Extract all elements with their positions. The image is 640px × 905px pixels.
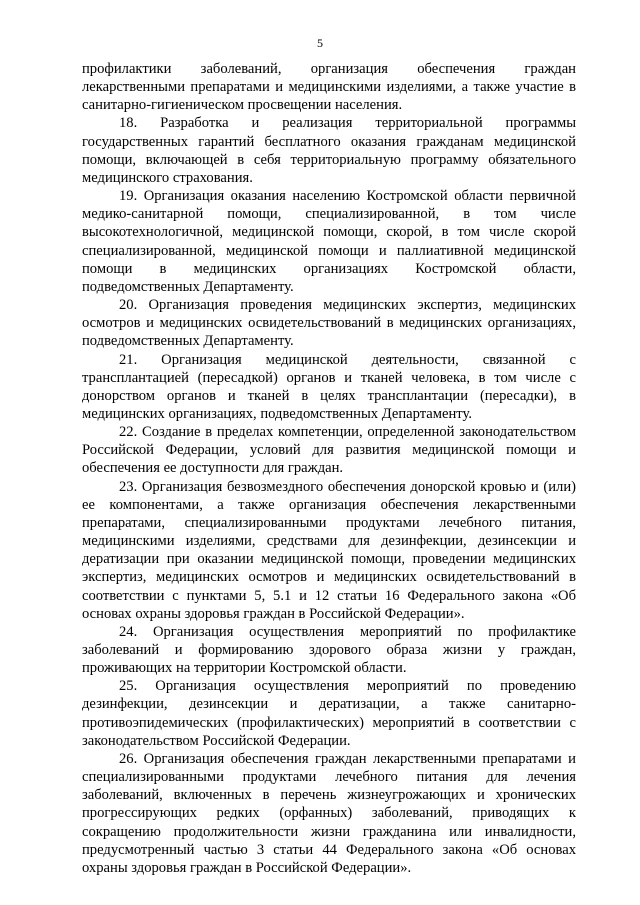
paragraph-item-25: 25. Организация осуществления мероприятий по проведению дезинфекции, дезинсекции и дератизации, а также санитарно-противоэпидемических (профилактических) мероприятий в соответствии с законодательством Российской Федерации. — [82, 678, 576, 749]
paragraph-item-19: 19. Организация оказания населению Костромской области первичной медико-санитарной помощи, специализированной, в том числе высокотехнологичной, медицинской помощи, скорой, в том числе скорой специализированной, медицинской помощи и паллиативной медицинской помощи в медицинских организациях Костромской области, подведомственных Департаменту. — [82, 188, 576, 295]
page-number: 5 — [317, 36, 323, 50]
paragraph-item-18: 18. Разработка и реализация территориальной программы государственных гарантий бесплатного оказания гражданам медицинской помощи, включающей в себя территориальную программу обязательного медицинского страхования. — [82, 115, 576, 186]
paragraph-item-21: 21. Организация медицинской деятельности, связанной с трансплантацией (пересадкой) органов и тканей человека, в том числе с донорством органов и тканей в целях трансплантации (пересадки), в медицинских организациях, подведомственных Департаменту. — [82, 351, 576, 422]
document-body — [82, 60, 576, 877]
paragraph-item-23: 23. Организация безвозмездного обеспечения донорской кровью и (или) ее компонентами, а также организация обеспечения лекарственными препаратами, специализированными продуктами лечебного питания, медицинскими изделиями, средствами для дезинфекции, дезинсекции и дератизации при оказании медицинской помощи, проведении медицинских экспертиз, медицинских осмотров и медицинских освидетельствований в соответствии с пунктами 5, 5.1 и 12 статьи 16 Федерального закона «Об основах охраны здоровья граждан в Российской Федерации». — [82, 478, 576, 622]
paragraph-continuation: профилактики заболеваний, организация обеспечения граждан лекарственными препаратами и медицинскими изделиями, а также участие в санитарно-гигиеническом просвещении населения. — [82, 61, 576, 114]
paragraph-item-26: 26. Организация обеспечения граждан лекарственными препаратами и специализированными продуктами лечебного питания для лечения заболеваний, включенных в перечень жизнеугрожающих и хронических прогрессирующих редких (орфанных) заболеваний, приводящих к сокращению продолжительности жизни гражданина или инвалидности, предусмотренный частью 3 статьи 44 Федерального закона «Об основах охраны здоровья граждан в Российской Федерации». — [82, 750, 576, 876]
paragraph-item-22: 22. Создание в пределах компетенции, определенной законодательством Российской Федерации, условий для развития медицинской помощи и обеспечения ее доступности для граждан. — [82, 424, 576, 477]
paragraph-item-24: 24. Организация осуществления мероприятий по профилактике заболеваний и формированию здорового образа жизни у граждан, проживающих на территории Костромской области. — [82, 623, 576, 677]
paragraph-item-20: 20. Организация проведения медицинских экспертиз, медицинских осмотров и медицинских освидетельствований в медицинских организациях, подведомственных Департаменту. — [82, 297, 576, 350]
